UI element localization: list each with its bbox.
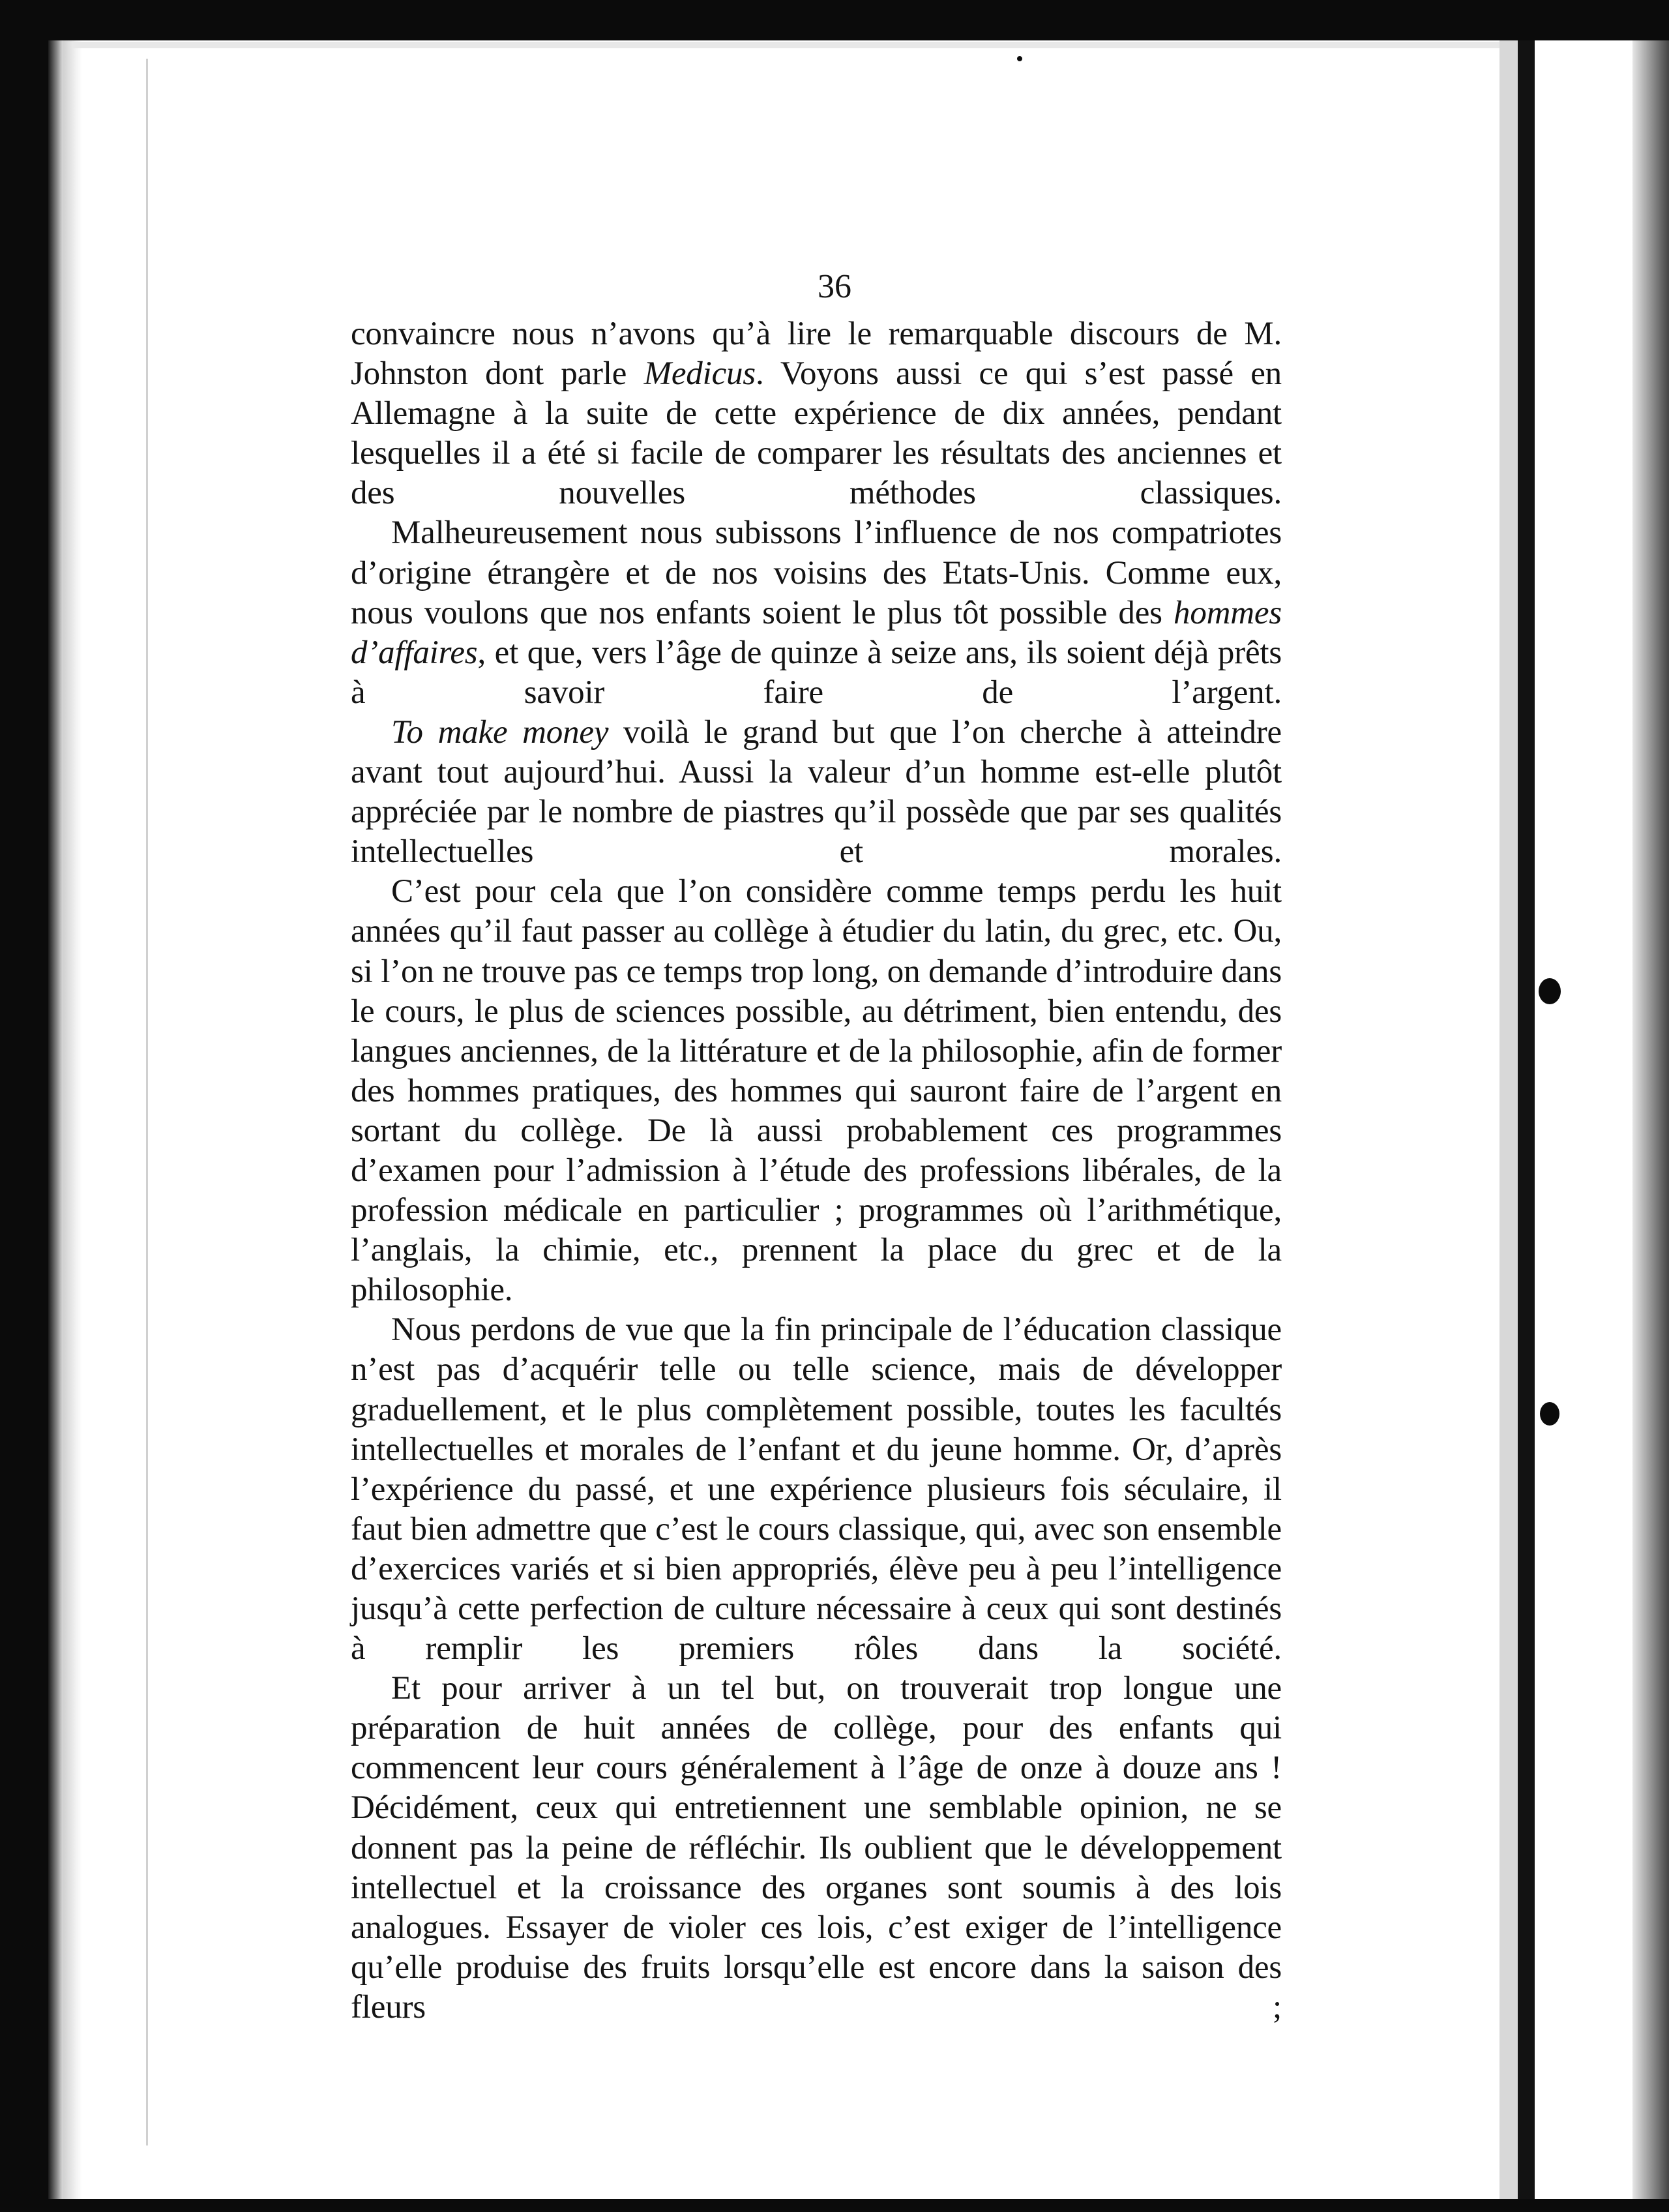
page-number: 36 bbox=[818, 268, 851, 305]
scan-border-top bbox=[0, 0, 1669, 40]
paragraph: To make money voilà le grand but que l’on cherche à atteindre avant tout aujourd’hui. Aussi la valeur d’un homme est-elle plutôt appréciée par le nombre de piastres qu’il possède que par ses qualités intellectuelles et morales. bbox=[351, 713, 1282, 871]
paragraph: Malheureusement nous subissons l’influence de nos compatriotes d’origine étrangère et de nos voisins des Etats-Unis. Comme eux, nous voulons que nos enfants soient le plus tôt possible des hommes d’affaires, et que, vers l’âge de quinze à seize ans, ils soient déjà prêts à savoir faire de l’argent. bbox=[351, 515, 1282, 711]
scan-border-right bbox=[1632, 40, 1669, 2199]
body-text bbox=[351, 314, 1282, 2027]
binding-gutter bbox=[1518, 40, 1535, 2199]
paragraph: Nous perdons de vue que la fin principale de l’éducation classique n’est pas d’acquérir telle ou telle science, mais de développer graduellement, et le plus complètement possible, toutes les facultés intellectuelles et morales de l’enfant et du jeune homme. Or, d’après l’expérience du passé, et une expérience plusieurs fois séculaire, il faut bien admettre que c’est le cours classique, qui, avec son ensemble d’exercices variés et si bien appropriés, élève peu à peu l’intelligence jusqu’à cette perfection de culture nécessaire à ceux qui sont destinés à remplir les premiers rôles dans la société. bbox=[351, 1311, 1282, 1667]
paragraph: C’est pour cela que l’on considère comme temps perdu les huit années qu’il faut passer au collège à étudier du latin, du grec, etc. Ou, si l’on ne trouve pas ce temps trop long, on demande d’introduire dans le cours, le plus de sciences possible, au détriment, bien entendu, des langues anciennes, de la littérature et de la philosophie, afin de former des hommes pratiques, des hommes qui sauront faire de l’argent en sortant du collège. De là aussi probablement ces programmes d’examen pour l’admission à l’étude des professions libérales, de la profession médicale en particulier ; programmes où l’arithmétique, l’anglais, la chimie, etc., prennent la place du grec et de la philosophie. bbox=[351, 873, 1282, 1309]
ink-blot bbox=[1539, 978, 1561, 1004]
page-crease bbox=[146, 59, 148, 2145]
gutter-shadow bbox=[1499, 40, 1518, 2199]
italic-phrase: hommes d’affaires bbox=[351, 594, 1282, 671]
ink-blot bbox=[1540, 1402, 1559, 1426]
paragraph: convaincre nous n’avons qu’à lire le remarquable discours de M. Johnston dont parle Medicus. Voyons aussi ce qui s’est passé en Allemagne à la suite de cette expérience de dix années, pendant lesquelles il a été si facile de comparer les résultats des anciennes et des nouvelles méthodes classiques. bbox=[351, 316, 1282, 512]
facing-page-strip bbox=[1535, 40, 1632, 2199]
scan-border-bottom bbox=[0, 2199, 1669, 2212]
scan-border-left bbox=[0, 0, 63, 2212]
italic-phrase: To make money bbox=[391, 713, 609, 751]
ink-blot bbox=[1017, 56, 1022, 61]
page-top-edge bbox=[72, 42, 1519, 48]
page-edge-shadow bbox=[63, 40, 82, 2199]
paragraph: Et pour arriver à un tel but, on trouverait trop longue une préparation de huit années de collège, pour des enfants qui commencent leur cours généralement à l’âge de onze à douze ans ! Décidément, ceux qui entretiennent une semblable opinion, ne se donnent pas la peine de réfléchir. Ils oublient que le développement intellectuel et la croissance des organes sont soumis à des lois analogues. Essayer de violer ces lois, c’est exiger de l’intelligence qu’elle produise des fruits lorsqu’elle est encore dans la saison des fleurs ; bbox=[351, 1670, 1282, 2025]
italic-phrase: Medicus bbox=[643, 355, 756, 393]
